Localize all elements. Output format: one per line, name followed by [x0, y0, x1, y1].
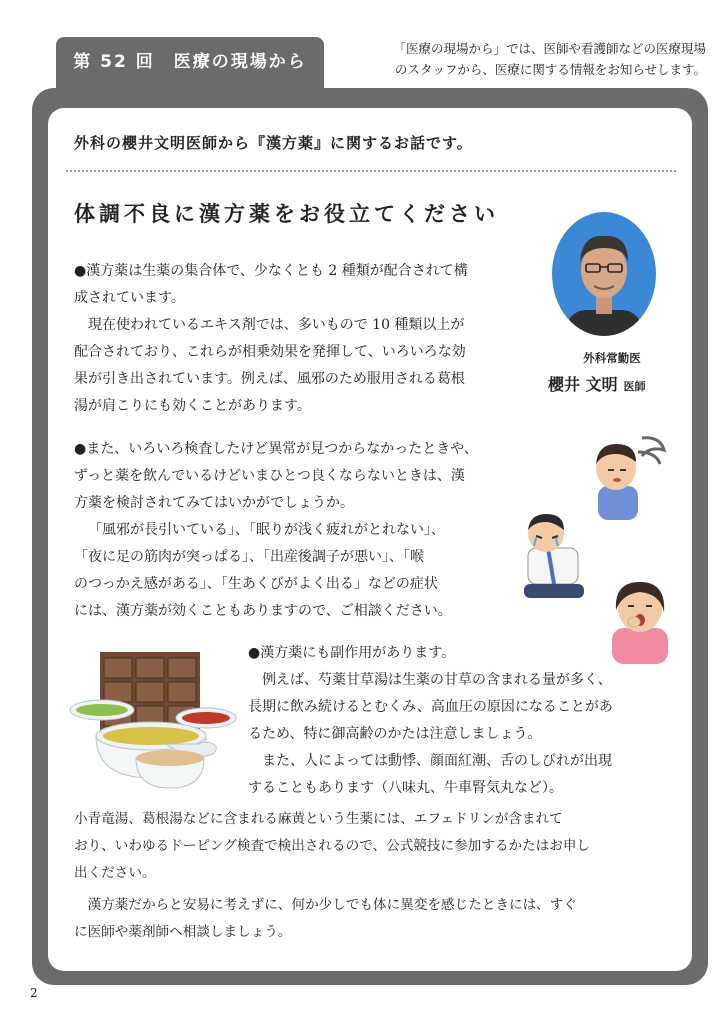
paragraph-closing [74, 892, 686, 946]
text-line: おり、いわゆるドーピング検査で検出されるので、公式競技に参加するかたはお申し [74, 838, 591, 854]
paragraph-doping [74, 806, 686, 887]
text-line: することもあります（八味丸、牛車腎気丸など）。 [248, 780, 563, 796]
text-line: ●漢方薬は生薬の集合体で、少なくとも 2 種類が配合されて構 [74, 263, 468, 279]
doctor-role: 外科常勤医 [583, 351, 641, 365]
series-tab: 第 52 回 医療の現場から [56, 37, 324, 93]
text-line: 方薬を検討されてみてはいかがでしょうか。 [74, 495, 354, 511]
text-line: には、漢方薬が効くこともありますので、ご相談ください。 [74, 603, 452, 619]
series-intro [332, 38, 706, 80]
text-line: 出ください。 [74, 865, 156, 881]
text-line: ●また、いろいろ検査したけど異常が見つからなかったときや、 [74, 441, 478, 457]
dizzy-person-illustration [580, 428, 672, 520]
text-line: 漢方薬だからと安易に考えずに、何か少しでも体に異変を感じたときには、すぐ [87, 897, 577, 913]
herbal-medicine-illustration [66, 648, 242, 792]
article-lead: 外科の櫻井文明医師から『漢方薬』に関するお話です。 [74, 134, 473, 152]
text-line: 現在使われているエキス剤では、多いもので 10 種類以上が [88, 317, 465, 333]
paragraph-side-effects [248, 640, 678, 802]
text-line: のつっかえ感がある」、「生あくびがよく出る」などの症状 [74, 576, 438, 592]
text-line: 「風邪が長引いている」、「眠りが浅く疲れがとれない」、 [88, 522, 445, 538]
intro-line-1: 「医療の現場から」では、医師や看護師などの医療現場 [393, 41, 706, 56]
intro-line-2: のスタッフから、医療に関する情報をお知らせします。 [394, 62, 706, 77]
text-line: 「夜に足の筋肉が突っぱる」、「出産後調子が悪い」、「喉 [74, 549, 424, 565]
text-line: 長期に飲み続けるとむくみ、高血圧の原因になることがあ [248, 699, 613, 715]
text-line: 湯が肩こりにも効くことがあります。 [74, 398, 311, 414]
doctor-name-text: 櫻井 文明 [548, 375, 618, 394]
text-line: 例えば、芍薬甘草湯は生薬の甘草の含まれる量が多く、 [262, 672, 612, 688]
text-line: 小青竜湯、葛根湯などに含まれる麻黄という生薬には、エフェドリンが含まれて [74, 811, 563, 827]
text-line: るため、特に御高齢のかたは注意しましょう。 [248, 726, 542, 742]
text-line: ずっと薬を飲んでいるけどいまひとつ良くならないときは、漢 [74, 468, 465, 484]
dotted-divider [66, 170, 676, 172]
text-line: 配合されており、これらが相乗効果を発揮して、いろいろな効 [74, 344, 466, 360]
text-line: また、人によっては動悸、顔面紅潮、舌のしびれが出現 [262, 753, 612, 769]
paragraph-composition [74, 258, 544, 420]
tired-person-illustration [518, 508, 598, 604]
text-line: 成されています。 [74, 290, 185, 306]
text-line: 果が引き出されています。例えば、風邪のため服用される葛根 [74, 371, 465, 387]
text-line: ●漢方薬にも副作用があります。 [248, 645, 456, 661]
paragraph-consider [74, 436, 524, 625]
doctor-name [548, 372, 646, 395]
text-line: に医師や薬剤師へ相談しましょう。 [74, 924, 292, 940]
page-number: 2 [30, 986, 38, 1000]
doctor-title: 医師 [623, 380, 646, 393]
doctor-photo [552, 212, 656, 336]
article-title: 体調不良に漢方薬をお役立てください [74, 202, 499, 226]
